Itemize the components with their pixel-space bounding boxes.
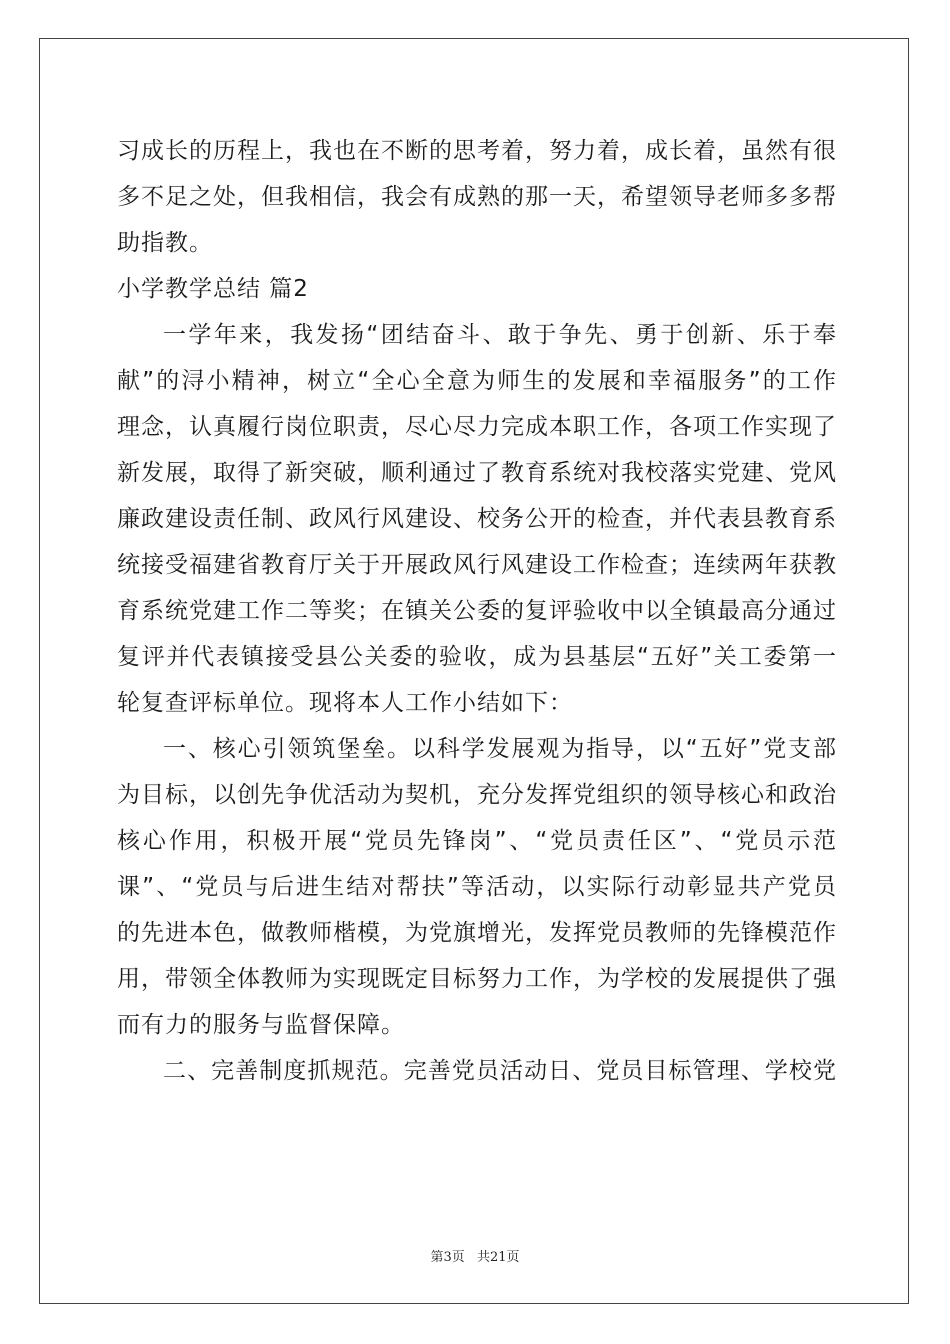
page-footer <box>0 1246 950 1265</box>
text-line: 统接受福建省教育厅关于开展政风行风建设工作检查；连续两年获教 <box>117 552 837 578</box>
text-line: 用，带领全体教师为实现既定目标努力工作，为学校的发展提供了强 <box>117 966 837 992</box>
text-line: 核心作用，积极开展“党员先锋岗”、“党员责任区”、“党员示范 <box>117 828 837 854</box>
text-line: 复评并代表镇接受县公关委的验收，成为县基层“五好”关工委第一 <box>117 644 837 670</box>
text-line: 为目标，以创先争优活动为契机，充分发挥党组织的领导核心和政治 <box>117 782 837 808</box>
text-line: 助指教。 <box>117 230 213 256</box>
text-line: 的先进本色，做教师楷模，为党旗增光，发挥党员教师的先锋模范作 <box>117 920 837 946</box>
text-line: 廉政建设责任制、政风行风建设、校务公开的检查，并代表县教育系 <box>117 506 837 532</box>
total-pages: 共21页 <box>476 1250 520 1265</box>
text-line: 新发展，取得了新突破，顺利通过了教育系统对我校落实党建、党风 <box>117 460 837 486</box>
section-heading: 小学教学总结 篇2 <box>117 276 309 302</box>
text-line: 一学年来，我发扬“团结奋斗、敢于争先、勇于创新、乐于奉 <box>163 322 837 348</box>
text-line: 习成长的历程上，我也在不断的思考着，努力着，成长着，虽然有很 <box>117 138 837 164</box>
text-line: 献”的浔小精神，树立“全心全意为师生的发展和幸福服务”的工作 <box>117 368 837 394</box>
document-body <box>117 128 837 1094</box>
page-number: 第3页 <box>430 1250 465 1265</box>
text-line: 育系统党建工作二等奖；在镇关公委的复评验收中以全镇最高分通过 <box>117 598 837 624</box>
text-line: 而有力的服务与监督保障。 <box>117 1012 405 1038</box>
text-line: 一、核心引领筑堡垒。以科学发展观为指导，以“五好”党支部 <box>163 736 837 762</box>
text-line: 二、完善制度抓规范。完善党员活动日、党员目标管理、学校党 <box>163 1058 837 1084</box>
text-line: 多不足之处，但我相信，我会有成熟的那一天，希望领导老师多多帮 <box>117 184 837 210</box>
text-line: 课”、“党员与后进生结对帮扶”等活动，以实际行动彰显共产党员 <box>117 874 837 900</box>
text-line: 轮复查评标单位。现将本人工作小结如下： <box>117 690 573 716</box>
text-line: 理念，认真履行岗位职责，尽心尽力完成本职工作，各项工作实现了 <box>117 414 837 440</box>
